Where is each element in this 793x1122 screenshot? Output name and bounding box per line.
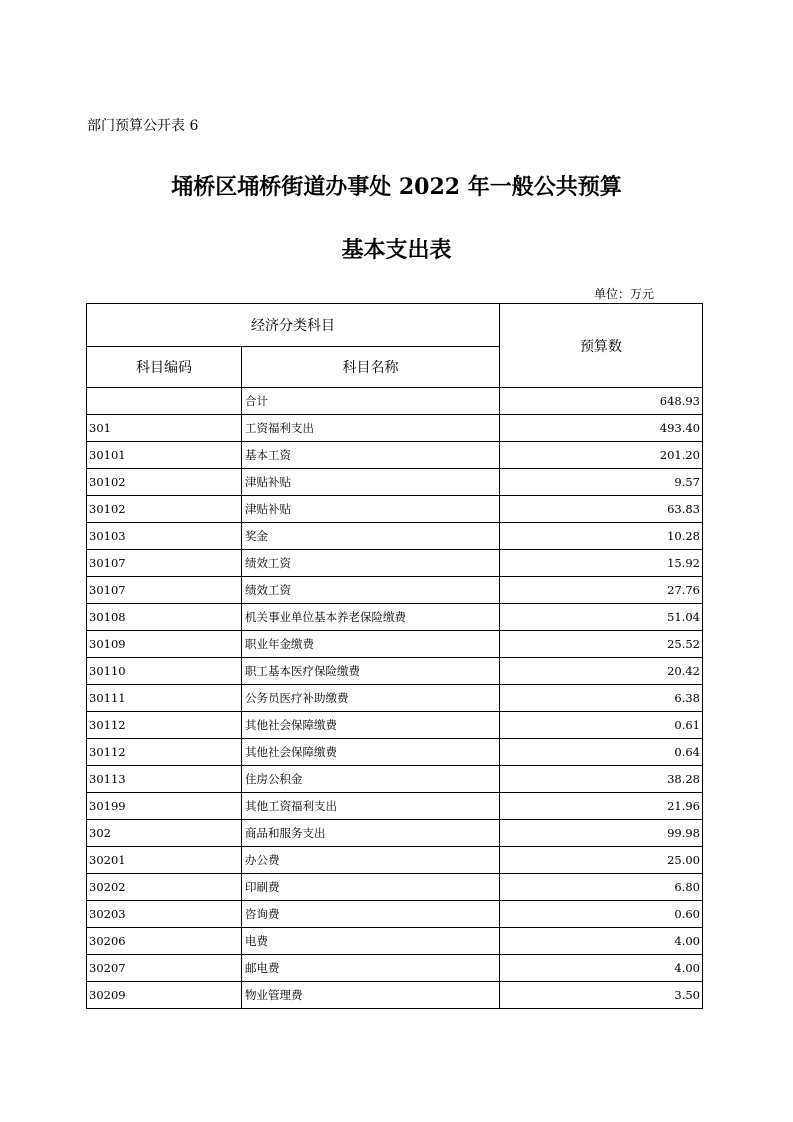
amount-cell: 0.60 bbox=[500, 901, 703, 928]
amount-cell: 21.96 bbox=[500, 793, 703, 820]
subject-code-cell: 30111 bbox=[87, 685, 242, 712]
amount-cell: 10.28 bbox=[500, 523, 703, 550]
table-row bbox=[87, 982, 703, 1009]
amount-cell: 6.80 bbox=[500, 874, 703, 901]
budget-amount-header: 预算数 bbox=[500, 304, 703, 388]
subject-code-cell: 30102 bbox=[87, 469, 242, 496]
table-row bbox=[87, 874, 703, 901]
page-subtitle: 基本支出表 bbox=[341, 237, 452, 263]
table-row bbox=[87, 415, 703, 442]
table-row bbox=[87, 766, 703, 793]
subject-name-cell: 住房公积金 bbox=[242, 766, 500, 793]
page-title: 埇桥区埇桥街道办事处 2022 年一般公共预算 bbox=[171, 174, 622, 200]
subject-code-cell: 302 bbox=[87, 820, 242, 847]
subject-name-cell: 职工基本医疗保险缴费 bbox=[242, 658, 500, 685]
subject-code-cell: 301 bbox=[87, 415, 242, 442]
table-row bbox=[87, 523, 703, 550]
amount-cell: 25.52 bbox=[500, 631, 703, 658]
table-row bbox=[87, 469, 703, 496]
amount-cell: 27.76 bbox=[500, 577, 703, 604]
subject-code-header: 科目编码 bbox=[87, 347, 242, 388]
amount-cell: 25.00 bbox=[500, 847, 703, 874]
subject-name-cell: 印刷费 bbox=[242, 874, 500, 901]
table-row bbox=[87, 847, 703, 874]
table-row bbox=[87, 955, 703, 982]
subject-code-cell: 30108 bbox=[87, 604, 242, 631]
table-row bbox=[87, 820, 703, 847]
subject-code-cell: 30103 bbox=[87, 523, 242, 550]
amount-cell: 4.00 bbox=[500, 928, 703, 955]
subject-code-cell: 30202 bbox=[87, 874, 242, 901]
subject-name-cell: 商品和服务支出 bbox=[242, 820, 500, 847]
amount-cell: 648.93 bbox=[500, 388, 703, 415]
subject-code-cell: 30113 bbox=[87, 766, 242, 793]
subject-name-cell: 绩效工资 bbox=[242, 577, 500, 604]
table-row bbox=[87, 928, 703, 955]
subject-name-cell: 奖金 bbox=[242, 523, 500, 550]
amount-cell: 201.20 bbox=[500, 442, 703, 469]
table-row bbox=[87, 604, 703, 631]
table-row bbox=[87, 712, 703, 739]
subject-name-cell: 绩效工资 bbox=[242, 550, 500, 577]
subject-code-cell: 30112 bbox=[87, 739, 242, 766]
subject-code-cell bbox=[87, 388, 242, 415]
table-row bbox=[87, 577, 703, 604]
subject-name-cell: 基本工资 bbox=[242, 442, 500, 469]
table-row bbox=[87, 442, 703, 469]
subject-code-cell: 30110 bbox=[87, 658, 242, 685]
amount-cell: 493.40 bbox=[500, 415, 703, 442]
subject-name-cell: 物业管理费 bbox=[242, 982, 500, 1009]
table-row bbox=[87, 793, 703, 820]
amount-cell: 51.04 bbox=[500, 604, 703, 631]
subject-name-cell: 合计 bbox=[242, 388, 500, 415]
amount-cell: 9.57 bbox=[500, 469, 703, 496]
table-row bbox=[87, 739, 703, 766]
amount-cell: 6.38 bbox=[500, 685, 703, 712]
document-label: 部门预算公开表 6 bbox=[87, 118, 199, 134]
amount-cell: 3.50 bbox=[500, 982, 703, 1009]
subject-name-cell: 职业年金缴费 bbox=[242, 631, 500, 658]
subject-name-cell: 其他社会保障缴费 bbox=[242, 712, 500, 739]
amount-cell: 0.64 bbox=[500, 739, 703, 766]
amount-cell: 63.83 bbox=[500, 496, 703, 523]
amount-cell: 15.92 bbox=[500, 550, 703, 577]
subject-name-cell: 邮电费 bbox=[242, 955, 500, 982]
unit-label: 单位：万元 bbox=[594, 287, 655, 301]
subject-name-cell: 办公费 bbox=[242, 847, 500, 874]
subject-code-cell: 30207 bbox=[87, 955, 242, 982]
subject-code-cell: 30203 bbox=[87, 901, 242, 928]
subject-code-cell: 30112 bbox=[87, 712, 242, 739]
amount-cell: 20.42 bbox=[500, 658, 703, 685]
subject-name-cell: 电费 bbox=[242, 928, 500, 955]
subject-name-cell: 津贴补贴 bbox=[242, 496, 500, 523]
table-row bbox=[87, 388, 703, 415]
amount-cell: 99.98 bbox=[500, 820, 703, 847]
table-row bbox=[87, 658, 703, 685]
budget-table bbox=[86, 303, 703, 1009]
subject-name-cell: 其他社会保障缴费 bbox=[242, 739, 500, 766]
subject-name-cell: 咨询费 bbox=[242, 901, 500, 928]
subject-code-cell: 30107 bbox=[87, 550, 242, 577]
table-row bbox=[87, 685, 703, 712]
amount-cell: 0.61 bbox=[500, 712, 703, 739]
subject-code-cell: 30102 bbox=[87, 496, 242, 523]
subject-code-cell: 30109 bbox=[87, 631, 242, 658]
subject-name-cell: 机关事业单位基本养老保险缴费 bbox=[242, 604, 500, 631]
subject-code-cell: 30199 bbox=[87, 793, 242, 820]
subject-name-cell: 公务员医疗补助缴费 bbox=[242, 685, 500, 712]
subject-code-cell: 30107 bbox=[87, 577, 242, 604]
amount-cell: 4.00 bbox=[500, 955, 703, 982]
table-row bbox=[87, 496, 703, 523]
subject-name-header: 科目名称 bbox=[242, 347, 500, 388]
subject-name-cell: 津贴补贴 bbox=[242, 469, 500, 496]
subject-code-cell: 30206 bbox=[87, 928, 242, 955]
table-row bbox=[87, 631, 703, 658]
table-row bbox=[87, 901, 703, 928]
subject-code-cell: 30209 bbox=[87, 982, 242, 1009]
subject-code-cell: 30101 bbox=[87, 442, 242, 469]
table-row bbox=[87, 550, 703, 577]
amount-cell: 38.28 bbox=[500, 766, 703, 793]
subject-name-cell: 工资福利支出 bbox=[242, 415, 500, 442]
subject-code-cell: 30201 bbox=[87, 847, 242, 874]
subject-name-cell: 其他工资福利支出 bbox=[242, 793, 500, 820]
economic-classification-header: 经济分类科目 bbox=[87, 304, 500, 347]
